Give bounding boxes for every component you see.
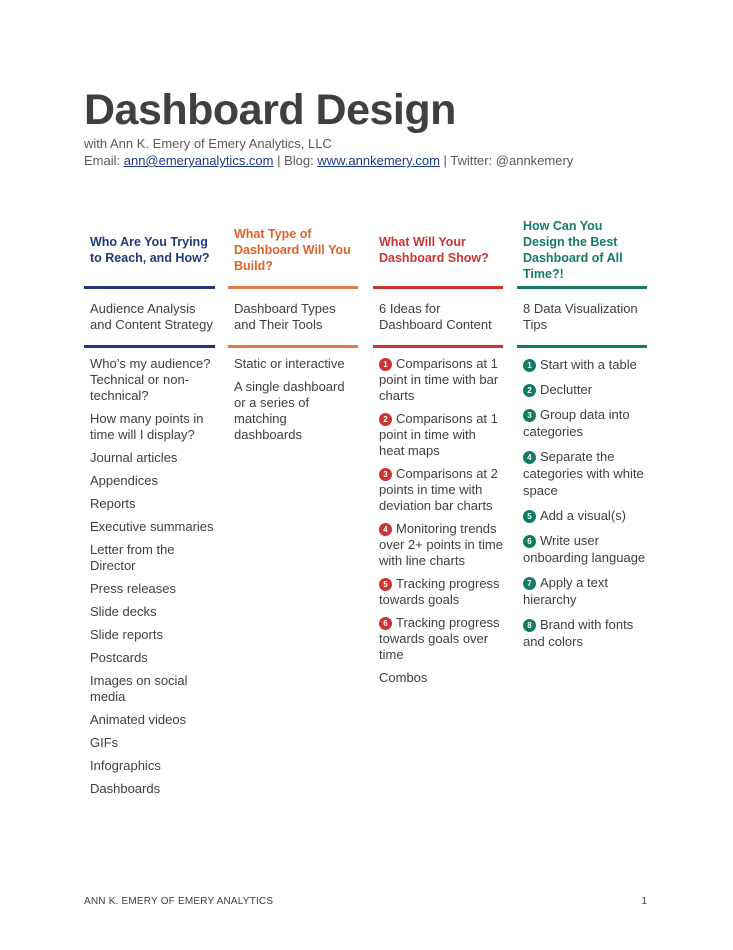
page-number: 1 — [641, 896, 647, 907]
item-list — [373, 348, 503, 686]
column-question: How Can You Design the Best Dashboard of All Time?! — [523, 219, 623, 281]
list-item: Infographics — [90, 758, 161, 773]
item-list — [228, 348, 358, 443]
list-item: Executive summaries — [90, 519, 214, 534]
column-question: What Will Your Dashboard Show? — [379, 235, 489, 265]
list-item: A single dashboard or a series of matching dashboards — [234, 379, 345, 442]
page-title: Dashboard Design — [84, 86, 456, 134]
number-badge: 5 — [523, 510, 536, 523]
email-label: Email: — [84, 153, 124, 168]
list-item — [523, 532, 647, 566]
column-question: Who Are You Trying to Reach, and How? — [90, 235, 210, 265]
list-item: Animated videos — [90, 712, 187, 727]
list-item — [523, 448, 647, 499]
column-subtitle: Audience Analysis and Content Strategy — [90, 301, 213, 332]
email-link[interactable]: ann@emeryanalytics.com — [123, 153, 274, 168]
list-item — [379, 466, 503, 514]
item-text: Apply a text hierarchy — [523, 575, 608, 607]
list-item: Dashboards — [90, 781, 161, 796]
item-text: Tracking progress towards goals over time — [379, 615, 500, 662]
contact-line — [84, 153, 573, 169]
byline: with Ann K. Emery of Emery Analytics, LLC — [84, 136, 332, 151]
item-text: Separate the categories with white space — [523, 449, 644, 498]
number-badge: 6 — [523, 535, 536, 548]
list-item: Journal articles — [90, 450, 178, 465]
list-item: Slide decks — [90, 604, 157, 619]
column-question: What Type of Dashboard Will You Build? — [234, 227, 351, 273]
column-subtitle: 8 Data Visualization Tips — [523, 301, 638, 332]
number-badge: 7 — [523, 577, 536, 590]
list-item: How many points in time will I display? — [90, 411, 204, 442]
item-text: Start with a table — [540, 357, 637, 372]
item-text: Declutter — [540, 382, 593, 397]
number-badge: 6 — [379, 617, 392, 630]
list-item — [379, 615, 503, 663]
list-item — [379, 411, 503, 459]
list-item — [523, 356, 647, 373]
item-text: Comparisons at 1 point in time with bar charts — [379, 356, 499, 403]
column-design-tips — [517, 214, 647, 658]
list-item — [379, 576, 503, 608]
footer-author: ANN K. EMERY OF EMERY ANALYTICS — [84, 896, 274, 907]
number-badge: 5 — [379, 578, 392, 591]
number-badge: 2 — [523, 384, 536, 397]
list-item — [379, 521, 503, 569]
item-list — [84, 348, 214, 797]
blog-link[interactable]: www.annkemery.com — [317, 153, 440, 168]
item-text: Comparisons at 1 point in time with heat maps — [379, 411, 498, 458]
column-subtitle: 6 Ideas for Dashboard Content — [379, 301, 492, 332]
blog-label: | Blog: — [273, 153, 318, 168]
item-text: Add a visual(s) — [540, 508, 626, 523]
column-audience — [84, 214, 214, 804]
list-item — [523, 406, 647, 440]
list-item: Images on social media — [90, 673, 188, 704]
list-item: Postcards — [90, 650, 148, 665]
column-dashboard-content — [373, 214, 503, 693]
item-text: Monitoring trends over 2+ points in time with line charts — [379, 521, 503, 568]
list-item — [379, 356, 503, 404]
item-text: Write user onboarding language — [523, 533, 646, 565]
number-badge: 1 — [523, 359, 536, 372]
list-item — [523, 381, 647, 398]
list-item — [379, 670, 503, 686]
number-badge: 8 — [523, 619, 536, 632]
list-item — [523, 507, 647, 524]
item-text: Group data into categories — [523, 407, 630, 439]
column-dashboard-type — [228, 214, 358, 450]
list-item: Static or interactive — [234, 356, 345, 371]
item-text: Comparisons at 2 points in time with deviation bar charts — [379, 466, 498, 513]
list-item: Slide reports — [90, 627, 163, 642]
number-badge: 1 — [379, 358, 392, 371]
list-item: Who’s my audience? Technical or non-technical? — [90, 356, 211, 403]
item-list — [517, 348, 647, 650]
number-badge: 3 — [523, 409, 536, 422]
number-badge: 4 — [523, 451, 536, 464]
list-item: GIFs — [90, 735, 119, 750]
list-item — [523, 616, 647, 650]
number-badge: 4 — [379, 523, 392, 536]
list-item: Reports — [90, 496, 136, 511]
list-item — [523, 574, 647, 608]
column-subtitle: Dashboard Types and Their Tools — [234, 301, 336, 332]
list-item: Letter from the Director — [90, 542, 175, 573]
number-badge: 2 — [379, 413, 392, 426]
list-item: Appendices — [90, 473, 158, 488]
list-item: Press releases — [90, 581, 176, 596]
number-badge: 3 — [379, 468, 392, 481]
item-text: Combos — [379, 670, 428, 685]
item-text: Tracking progress towards goals — [379, 576, 500, 607]
twitter-label: | Twitter: @annkemery — [439, 153, 574, 168]
item-text: Brand with fonts and colors — [523, 617, 634, 649]
